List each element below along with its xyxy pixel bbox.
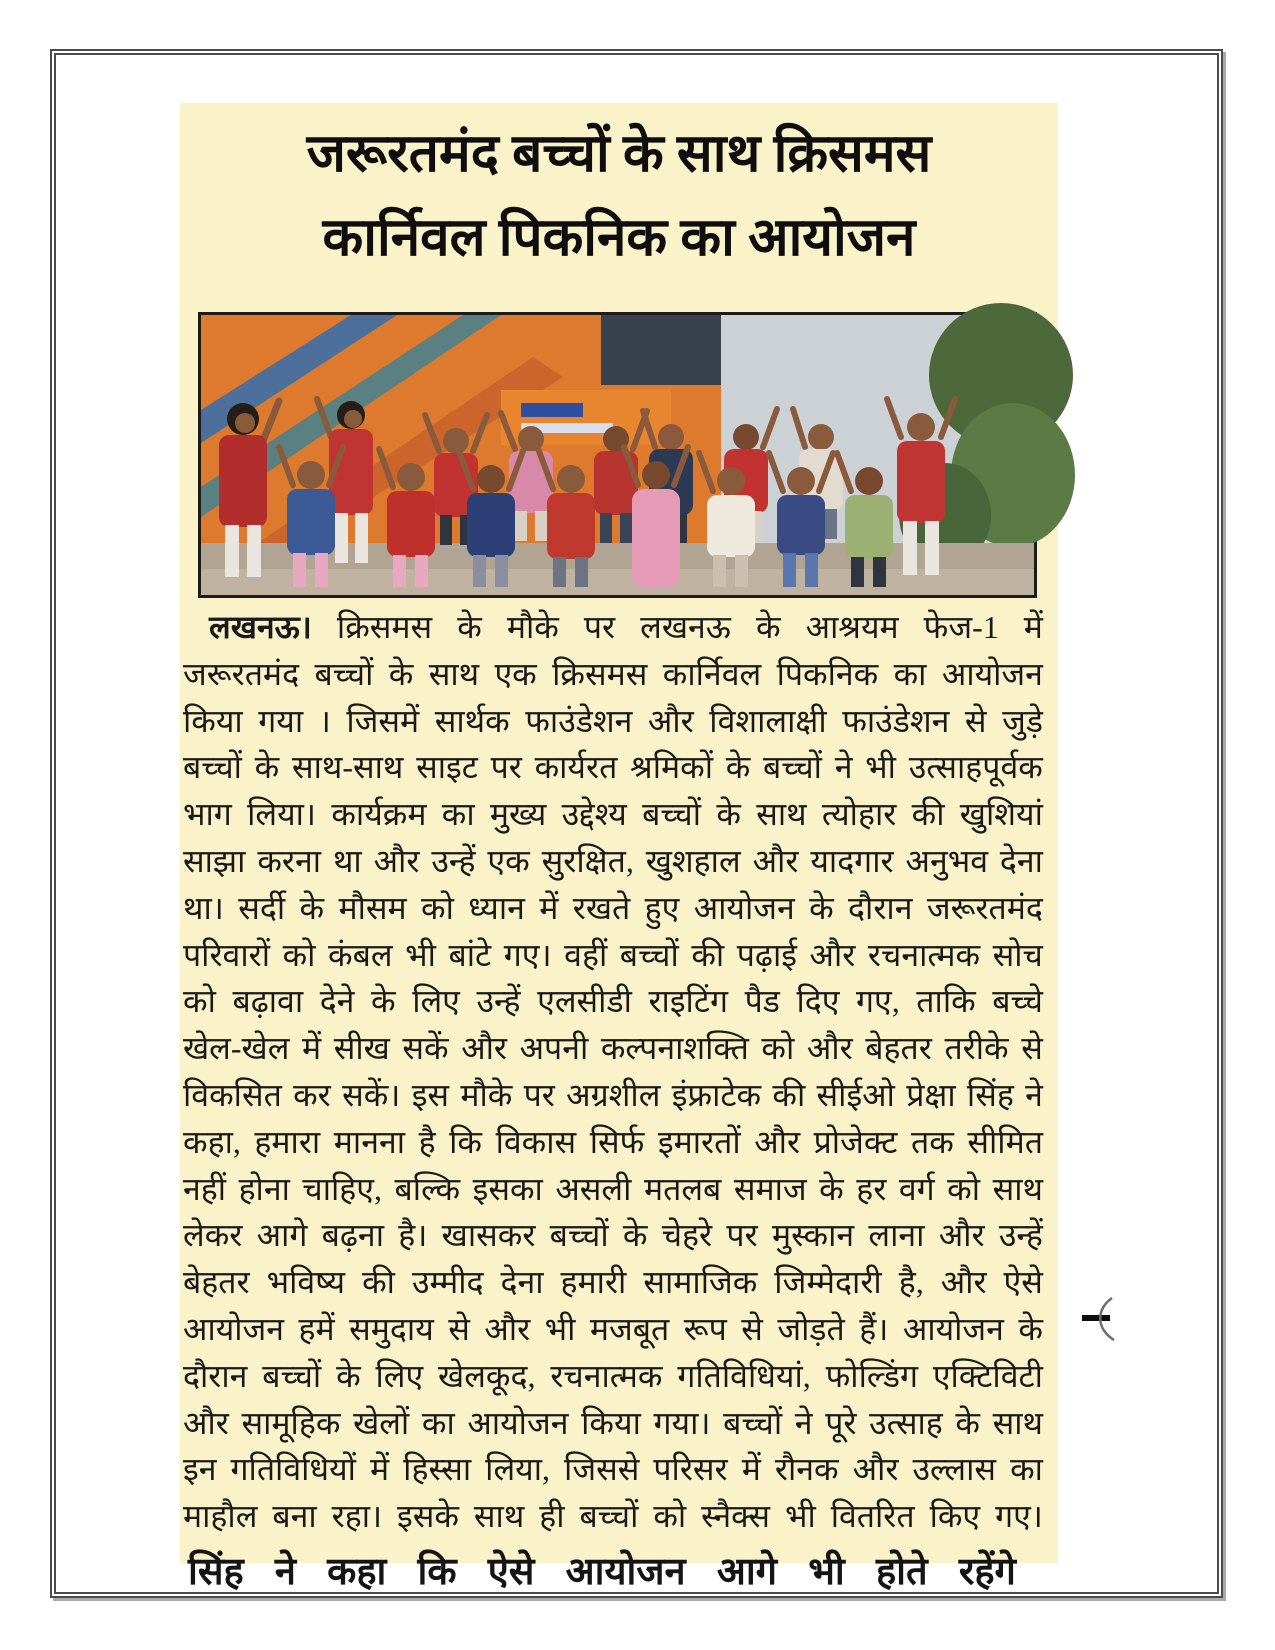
article-headline	[180, 112, 1058, 280]
article-body-line: परिवारों को कंबल भी बांटे गए। वहीं बच्चों की पढ़ाई और रचनात्मक सोच	[183, 936, 1043, 973]
article-body-line: जरूरतमंद बच्चों के साथ एक क्रिसमस कार्निवल पिकनिक का आयोजन	[183, 655, 1043, 692]
news-clipping	[180, 103, 1058, 1593]
article-body-line: आयोजन हमें समुदाय से और भी मजबूत रूप से जोड़ते हैं। आयोजन के	[183, 1310, 1043, 1347]
article-body-line: माहौल बना रहा। इसके साथ ही बच्चों को स्नैक्स भी वितरित किए गए।	[183, 1498, 1043, 1535]
headline-line-1: जरूरतमंद बच्चों के साथ क्रिसमस	[306, 125, 932, 183]
article-body	[183, 604, 1043, 1540]
article-cutoff-line: सिंह ने कहा कि ऐसे आयोजन आगे भी होते रहेंगे	[188, 1550, 1016, 1593]
insertion-cursor-icon	[1082, 1296, 1118, 1342]
article-body-line: और सामूहिक खेलों का आयोजन किया गया। बच्चों ने पूरे उत्साह के साथ	[183, 1404, 1043, 1441]
article-body-line: भाग लिया। कार्यक्रम का मुख्य उद्देश्य बच्चों के साथ त्योहार की खुशियां	[183, 796, 1043, 833]
article-body-line: बेहतर भविष्य की उम्मीद देना हमारी सामाजिक जिम्मेदारी है, और ऐसे	[183, 1264, 1043, 1301]
article-body-line: कहा, हमारा मानना है कि विकास सिर्फ इमारतों और प्रोजेक्ट तक सीमित	[183, 1123, 1043, 1160]
article-body-line: किया गया । जिसमें सार्थक फाउंडेशन और विशालाक्षी फाउंडेशन से जुड़े	[183, 702, 1043, 739]
article-body-line: नहीं होना चाहिए, बल्कि इसका असली मतलब समाज के हर वर्ग को साथ	[183, 1170, 1043, 1207]
article-body-line: था। सर्दी के मौसम को ध्यान में रखते हुए आयोजन के दौरान जरूरतमंद	[183, 889, 1043, 926]
article-body-line: विकसित कर सकें। इस मौके पर अग्रशील इंफ्राटेक की सीईओ प्रेक्षा सिंह ने	[183, 1076, 1043, 1113]
news-photo	[198, 312, 1037, 598]
article-body-line: खेल-खेल में सीख सकें और अपनी कल्पनाशक्ति को और बेहतर तरीके से	[183, 1030, 1043, 1067]
news-photo-illustration	[201, 315, 1034, 595]
article-body-line: लखनऊ। क्रिसमस के मौके पर लखनऊ के आश्रयम फेज-1 में	[209, 609, 1043, 645]
article-body-line: दौरान बच्चों के लिए खेलकूद, रचनात्मक गतिविधियां, फोल्डिंग एक्टिविटी	[183, 1357, 1043, 1394]
document-page	[50, 49, 1223, 1598]
headline-line-2: कार्निवल पिकनिक का आयोजन	[322, 209, 916, 267]
article-body-line: को बढ़ावा देने के लिए उन्हें एलसीडी राइटिंग पैड दिए गए, ताकि बच्चे	[183, 983, 1043, 1020]
article-body-line: इन गतिविधियों में हिस्सा लिया, जिससे परिसर में रौनक और उल्लास का	[183, 1451, 1043, 1488]
article-body-line: साझा करना था और उन्हें एक सुरक्षित, खुशहाल और यादगार अनुभव देना	[183, 842, 1043, 879]
article-body-line: बच्चों के साथ-साथ साइट पर कार्यरत श्रमिकों के बच्चों ने भी उत्साहपूर्वक	[183, 749, 1043, 786]
article-body-line: लेकर आगे बढ़ना है। खासकर बच्चों के चेहरे पर मुस्कान लाना और उन्हें	[183, 1217, 1043, 1254]
